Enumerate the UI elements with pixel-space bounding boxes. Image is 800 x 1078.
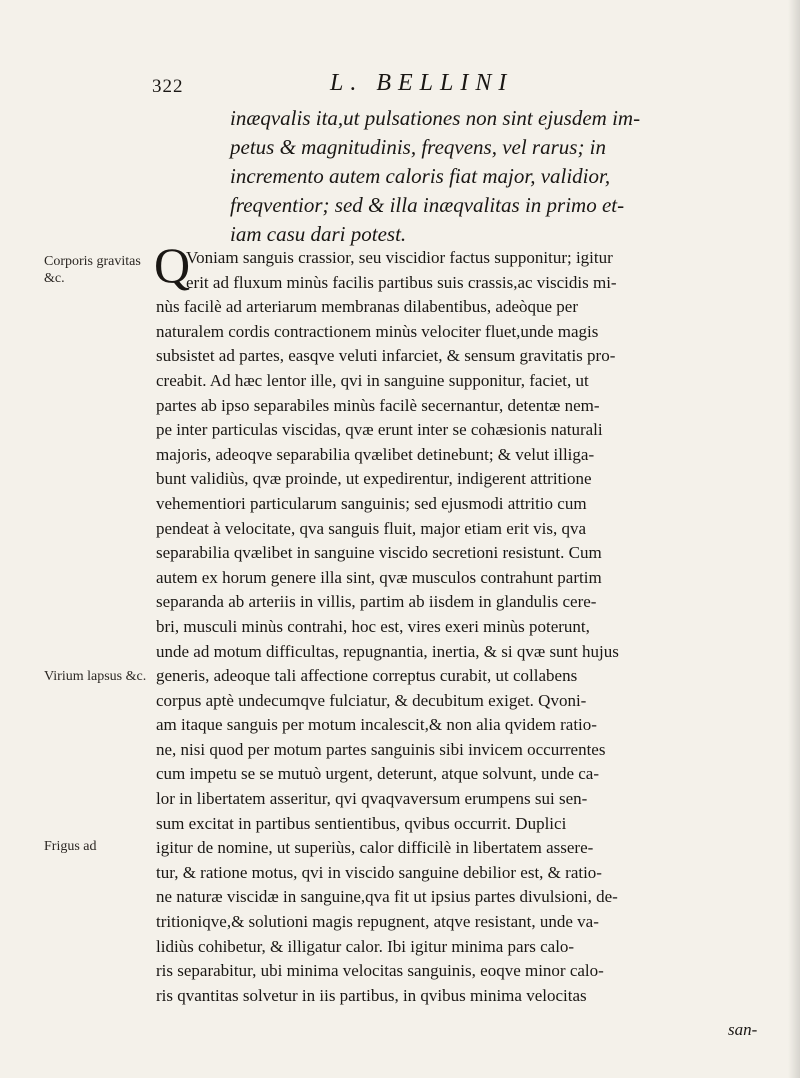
body-line: separanda ab arteriis in villis, partim ab iisdem in glandulis cere- — [156, 592, 597, 612]
body-line: pendeat à velocitate, qva sanguis fluit, major etiam erit vis, qva — [156, 518, 587, 538]
body-line: majoris, adeoqve separabilia qvælibet detinebunt; & velut illiga- — [156, 444, 595, 464]
body-line: cum impetu se se mutuò urgent, deterunt, atque solvunt, unde ca- — [156, 764, 599, 784]
body-line: ris separabitur, ubi minima velocitas sanguinis, eoqve minor calo- — [156, 961, 604, 981]
body-line: ris qvantitas solvetur in iis partibus, in qvibus minima velocitas — [156, 985, 587, 1005]
body-line: Voniam sanguis crassior, seu viscidior factus supponitur; igitur — [186, 248, 613, 267]
drop-cap: Q — [154, 237, 191, 293]
marginal-note-frigus: Frigus ad — [44, 839, 97, 854]
body-line: tur, & ratione motus, qvi in viscido sanguine debilior est, & ratio- — [156, 862, 602, 882]
body-line: am itaque sanguis per motum incalescit,& non alia qvidem ratio- — [156, 715, 597, 735]
italic-line: incremento autem caloris fiat major, validior, — [230, 164, 611, 188]
italic-line: freqventior; sed & illa inæqvalitas in primo et- — [230, 193, 625, 217]
italic-line: petus & magnitudinis, freqvens, vel rarus; in — [230, 135, 607, 159]
body-line: lor in libertatem asseritur, qvi qvaqvaversum erumpens sui sen- — [156, 789, 588, 809]
body-line: nùs facilè ad arteriarum membranas dilabentibus, adeòque per — [156, 297, 578, 317]
body-line: pe inter particulas viscidas, qvæ erunt inter se cohæsionis naturali — [156, 420, 603, 440]
marginal-note-corporis: Corporis gravitas &c. — [44, 254, 141, 286]
body-line: tritioniqve,& solutioni magis repugnent, atqve resistant, unde va- — [156, 912, 599, 932]
body-line: sum excitat in partibus sentientibus, qvibus occurrit. Duplici — [156, 813, 567, 833]
body-line: lidiùs cohibetur, & illigatur calor. Ibi igitur minima pars calo- — [156, 936, 575, 956]
body-line: vehementiori particularum sanguinis; sed ejusmodi attritio cum — [156, 493, 587, 513]
body-line: separabilia qvælibet in sanguine viscido secretioni resistunt. Cum — [156, 543, 602, 563]
body-line: corpus aptè undecumqve fulciatur, & decubitum exiget. Qvoni- — [156, 690, 587, 710]
body-line: naturalem cordis contractionem minùs velociter fluet,unde magis — [156, 321, 599, 341]
italic-line: inæqvalis ita,ut pulsationes non sint ejusdem im- — [230, 106, 641, 130]
body-line: erit ad fluxum minùs facilis partibus suis crassis,ac viscidis mi- — [186, 272, 617, 292]
catchword: san- — [728, 1020, 758, 1039]
body-line: ne naturæ viscidæ in sanguine,qva fit ut ipsius partes divulsioni, de- — [156, 887, 618, 907]
body-line: autem ex horum genere illa sint, qvæ musculos contrahunt partim — [156, 567, 602, 587]
body-line: generis, adeoque tali affectione correptus curabit, ut collabens — [156, 666, 578, 686]
body-line: bunt validiùs, qvæ proinde, ut expedirentur, indigerent attritione — [156, 469, 592, 489]
italic-line: iam casu dari potest. — [230, 222, 407, 246]
body-text — [156, 246, 760, 1008]
body-line: subsistet ad partes, easqve veluti infarciet, & sensum gravitatis pro- — [156, 346, 616, 366]
body-line: bri, musculi minùs contrahi, hoc est, vires exeri minùs poterunt, — [156, 616, 590, 636]
marginal-note-virium: Virium lapsus &c. — [44, 669, 147, 684]
body-line: partes ab ipso separabiles minùs facilè secernantur, detentæ nem- — [156, 395, 600, 415]
body-line: ne, nisi quod per motum partes sanguinis sibi invicem occurrentes — [156, 739, 606, 759]
body-line: creabit. Ad hæc lentor ille, qvi in sanguine supponitur, faciet, ut — [156, 370, 589, 390]
body-line: igitur de nomine, ut superiùs, calor difficilè in libertatem assere- — [156, 838, 594, 858]
italic-continuation-block — [230, 104, 755, 249]
page-edge-shadow — [788, 0, 800, 1078]
running-head: L. BELLINI — [330, 70, 514, 96]
body-line: unde ad motum difficultas, repugnantia, inertia, & si qvæ sunt hujus — [156, 641, 619, 661]
page-number: 322 — [152, 76, 184, 97]
